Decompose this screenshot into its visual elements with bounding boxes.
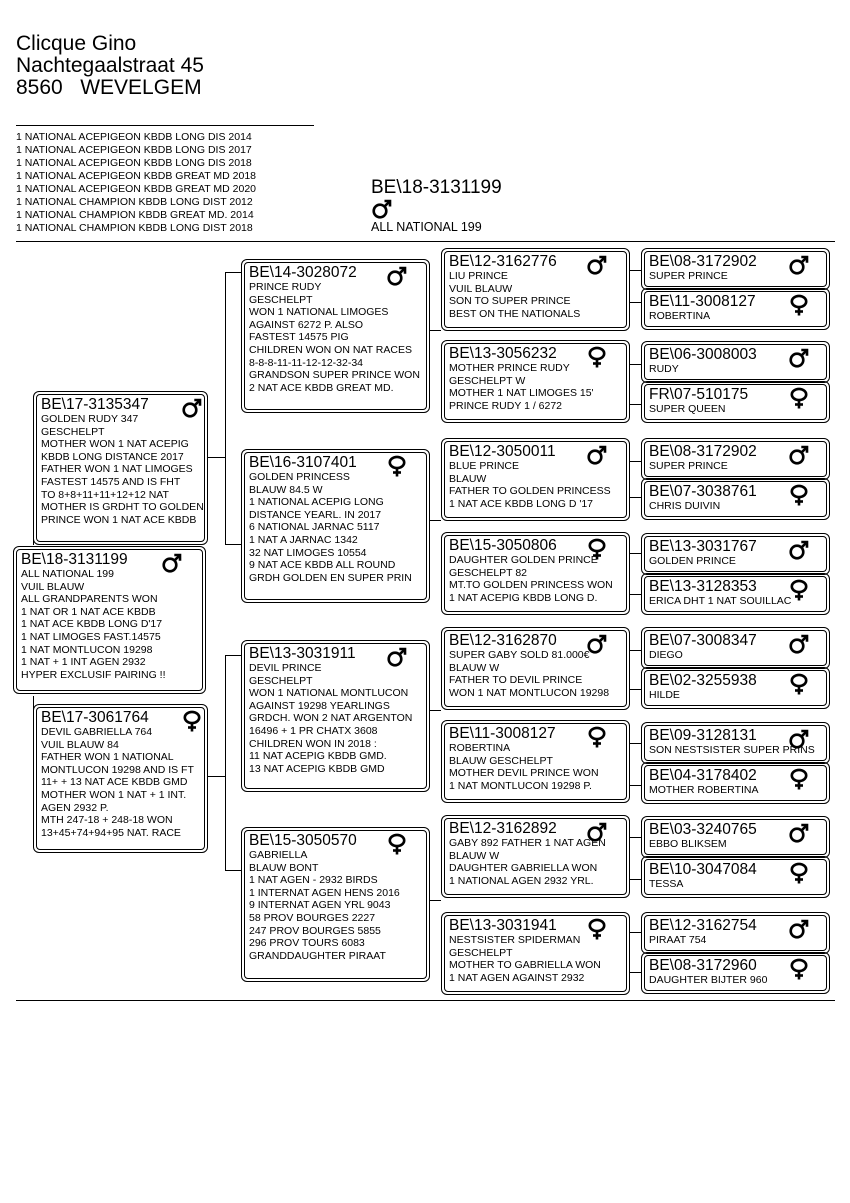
detail-line: MOTHER TO GABRIELLA WON: [449, 959, 601, 972]
male-icon: [788, 821, 810, 845]
pigeon-details: [649, 974, 767, 987]
detail-line: 1 NAT MONTLUCON 19298 P.: [449, 779, 592, 792]
connector-line: [630, 364, 641, 365]
pedigree-box-gen3: [441, 248, 630, 331]
connector-line: [630, 553, 641, 554]
detail-line: 13+45+74+94+95 NAT. RACE: [41, 826, 181, 839]
detail-line: SUPER PRINCE: [649, 460, 728, 472]
ring-number: BE\13-3128353: [649, 578, 757, 595]
pedigree-box-gen4: [641, 912, 830, 954]
detail-line: VUIL BLAUW: [449, 282, 513, 295]
detail-line: SON NESTSISTER SUPER PRINS: [649, 744, 815, 756]
detail-line: GESCHELPT: [249, 293, 313, 306]
header-pigeon-name: ALL NATIONAL 199: [371, 220, 482, 234]
detail-line: GABRIELLA: [249, 849, 308, 861]
pedigree-box-gen3: [441, 912, 630, 995]
detail-line: GESCHELPT: [249, 674, 313, 687]
detail-line: 58 PROV BOURGES 2227: [249, 911, 376, 924]
achievement-item: 1 NATIONAL ACEPIGEON KBDB GREAT MD 2018: [16, 170, 257, 182]
male-icon: [788, 346, 810, 370]
pedigree-box-gen4: [641, 722, 830, 764]
pigeon-details: [41, 726, 194, 839]
detail-line: WON 1 NATIONAL LIMOGES: [249, 306, 389, 319]
detail-line: 9 INTERNAT AGEN YRL 9043: [249, 899, 391, 912]
detail-line: BLAUW 84.5 W: [249, 483, 323, 496]
detail-line: DEVIL GABRIELLA 764: [41, 726, 153, 738]
detail-line: SUPER QUEEN: [649, 403, 726, 415]
detail-line: SUPER GABY SOLD 81.000€: [449, 649, 590, 661]
pedigree-box-gen3: [441, 438, 630, 521]
ring-number: BE\18-3131199: [21, 551, 128, 568]
detail-line: 1 NATIONAL AGEN 2932 YRL.: [449, 874, 594, 887]
detail-line: CHRIS DUIVIN: [649, 500, 721, 512]
detail-line: DAUGHTER GABRIELLA WON: [449, 862, 598, 875]
ring-number: BE\07-3008347: [649, 632, 757, 649]
detail-line: HILDE: [649, 689, 680, 701]
ring-number: BE\08-3172902: [649, 253, 757, 270]
achievement-item: 1 NATIONAL CHAMPION KBDB LONG DIST 2018: [16, 222, 253, 234]
ring-number: BE\12-3050011: [449, 443, 556, 460]
ring-number: BE\04-3178402: [649, 767, 757, 784]
detail-line: BEST ON THE NATIONALS: [449, 307, 581, 320]
pigeon-details: [249, 471, 412, 584]
detail-line: BLAUW GESCHELPT: [449, 754, 553, 767]
detail-line: GRDCH. WON 2 NAT ARGENTON: [249, 712, 413, 725]
detail-line: PRINCE RUDY 1 / 6272: [449, 399, 563, 412]
pigeon-details: [649, 689, 680, 702]
connector-line: [630, 932, 641, 933]
detail-line: DAUGHTER GOLDEN PRINCE: [449, 554, 598, 566]
detail-line: WON 1 NAT MONTLUCON 19298: [449, 686, 610, 699]
achievement-item: 1 NATIONAL CHAMPION KBDB GREAT MD. 2014: [16, 209, 254, 221]
female-icon: [788, 767, 810, 791]
detail-line: ROBERTINA: [649, 310, 711, 322]
detail-line: TESSA: [649, 878, 684, 890]
pedigree-box-gen4: [641, 381, 830, 423]
pedigree-box-gen4: [641, 952, 830, 994]
detail-line: VUIL BLAUW: [21, 580, 85, 593]
pigeon-details: [649, 555, 736, 568]
detail-line: PIRAAT 754: [649, 934, 707, 946]
detail-line: 32 NAT LIMOGES 10554: [249, 546, 367, 559]
pedigree-box-gen4: [641, 478, 830, 520]
detail-line: 2 NAT ACE KBDB GREAT MD.: [249, 381, 394, 394]
pigeon-details: [249, 662, 412, 775]
detail-line: 8-8-8-11-11-12-12-32-34: [249, 356, 364, 369]
pigeon-details: [649, 649, 683, 662]
pigeon-details: [649, 310, 710, 323]
pigeon-details: [649, 744, 815, 757]
detail-line: GOLDEN PRINCESS: [249, 471, 350, 483]
detail-line: AGAINST 6272 P. ALSO: [249, 318, 364, 331]
detail-line: DEVIL PRINCE: [249, 662, 322, 674]
detail-line: GRDH GOLDEN EN SUPER PRIN: [249, 571, 412, 584]
ring-number: BE\17-3061764: [41, 709, 149, 726]
ring-number: BE\14-3028072: [249, 264, 357, 281]
detail-line: 1 NAT OR 1 NAT ACE KBDB: [21, 605, 156, 618]
male-icon: [788, 632, 810, 656]
pedigree-box-gen2: [241, 640, 430, 792]
detail-line: 16496 + 1 PR CHATX 3608: [249, 724, 378, 737]
connector-line: [208, 776, 225, 777]
pedigree-box-gen4: [641, 856, 830, 898]
pigeon-details: [649, 878, 683, 891]
connector-line: [430, 710, 441, 711]
detail-line: TO 8+8+11+11+12+12 NAT: [41, 488, 169, 501]
detail-line: 1 NAT MONTLUCON 19298: [21, 643, 153, 656]
ring-number: BE\13-3031911: [249, 645, 356, 662]
detail-line: FATHER WON 1 NATIONAL: [41, 751, 174, 764]
detail-line: SUPER PRINCE: [649, 270, 728, 282]
pigeon-details: [41, 413, 204, 526]
ring-number: BE\12-3162754: [649, 917, 757, 934]
connector-line: [225, 272, 241, 273]
pigeon-details: [449, 362, 594, 412]
pedigree-box-gen4: [641, 438, 830, 480]
detail-line: 1 NAT ACE KBDB LONG D '17: [449, 497, 594, 510]
detail-line: MOTHER 1 NAT LIMOGES 15': [449, 387, 594, 400]
connector-line: [630, 650, 641, 651]
ring-number: BE\02-3255938: [649, 672, 757, 689]
detail-line: 9 NAT ACE KBDB ALL ROUND: [249, 559, 396, 572]
achievement-item: 1 NATIONAL ACEPIGEON KBDB LONG DIS 2014: [16, 131, 252, 143]
pigeon-details: [649, 363, 679, 376]
pigeon-details: [249, 849, 400, 962]
pigeon-details: [449, 649, 609, 699]
detail-line: MTH 247-18 + 248-18 WON: [41, 814, 173, 827]
pedigree-box-gen3: [441, 627, 630, 710]
detail-line: MOTHER PRINCE RUDY: [449, 362, 570, 374]
connector-line: [430, 330, 441, 331]
female-icon: [788, 957, 810, 981]
female-icon: [788, 861, 810, 885]
detail-line: GABY 892 FATHER 1 NAT AGEN: [449, 837, 606, 849]
detail-line: HYPER EXCLUSIF PAIRING !!: [21, 668, 166, 681]
connector-line: [630, 594, 641, 595]
detail-line: MOTHER DEVIL PRINCE WON: [449, 767, 599, 780]
detail-line: GESCHELPT: [41, 425, 105, 438]
detail-line: GESCHELPT W: [449, 374, 526, 387]
pedigree-box-gen4: [641, 816, 830, 858]
pigeon-details: [249, 281, 420, 394]
connector-line: [630, 689, 641, 690]
detail-line: 6 NATIONAL JARNAC 5117: [249, 521, 380, 534]
pigeon-details: [449, 934, 601, 984]
detail-line: FASTEST 14575 PIG: [249, 331, 349, 344]
detail-line: GOLDEN PRINCE: [649, 555, 736, 567]
connector-line: [225, 655, 241, 656]
connector-line: [630, 270, 641, 271]
pedigree-box-gen4: [641, 248, 830, 290]
detail-line: 247 PROV BOURGES 5855: [249, 924, 381, 937]
detail-line: MOTHER IS GRDHT TO GOLDEN: [41, 501, 204, 514]
pedigree-box-gen4: [641, 667, 830, 709]
pigeon-details: [649, 403, 725, 416]
detail-line: MOTHER ROBERTINA: [649, 784, 759, 796]
detail-line: KBDB LONG DISTANCE 2017: [41, 450, 184, 463]
detail-line: FASTEST 14575 AND IS FHT: [41, 475, 181, 488]
detail-line: 1 NAT ACE KBDB LONG D'17: [21, 618, 163, 631]
pigeon-details: [449, 837, 606, 887]
pigeon-details: [649, 460, 728, 473]
pigeon-details: [649, 838, 727, 851]
ring-number: BE\12-3162870: [449, 632, 557, 649]
pigeon-details: [449, 270, 580, 320]
male-icon: [788, 253, 810, 277]
detail-line: BLAUW W: [449, 849, 500, 862]
detail-line: LIU PRINCE: [449, 270, 508, 282]
detail-line: 1 NAT LIMOGES FAST.14575: [21, 630, 161, 643]
detail-line: DAUGHTER BIJTER 960: [649, 974, 768, 986]
male-icon: [788, 917, 810, 941]
ring-number: BE\12-3162776: [449, 253, 557, 270]
ring-number: FR\07-510175: [649, 386, 749, 403]
detail-line: MOTHER WON 1 NAT + 1 INT.: [41, 788, 187, 801]
pedigree-box-gen4: [641, 627, 830, 669]
detail-line: CHILDREN WON ON NAT RACES: [249, 343, 412, 356]
detail-line: 1 NAT A JARNAC 1342: [249, 533, 358, 546]
detail-line: FATHER TO DEVIL PRINCE: [449, 674, 583, 687]
pedigree-box-gen3: [441, 532, 630, 615]
ring-number: BE\12-3162892: [449, 820, 557, 837]
male-icon: [788, 443, 810, 467]
owner-street: Nachtegaalstraat 45: [16, 54, 204, 77]
pigeon-details: [449, 554, 613, 604]
pedigree-box-father: [33, 391, 208, 545]
female-icon: [788, 386, 810, 410]
pedigree-box-gen2: [241, 827, 430, 982]
detail-line: AGAINST 19298 YEARLINGS: [249, 699, 390, 712]
connector-line: [225, 544, 241, 545]
detail-line: MT.TO GOLDEN PRINCESS WON: [449, 579, 613, 592]
detail-line: BLAUW: [449, 472, 487, 485]
detail-line: BLUE PRINCE: [449, 460, 520, 472]
detail-line: 1 NAT AGEN - 2932 BIRDS: [249, 874, 378, 887]
detail-line: EBBO BLIKSEM: [649, 838, 727, 850]
ring-number: BE\06-3008003: [649, 346, 757, 363]
detail-line: 1 NATIONAL ACEPIG LONG: [249, 496, 384, 509]
pigeon-details: [649, 270, 728, 283]
ring-number: BE\10-3047084: [649, 861, 757, 878]
detail-line: BLAUW BONT: [249, 861, 319, 874]
pigeon-details: [21, 568, 166, 681]
detail-line: ALL NATIONAL 199: [21, 568, 114, 580]
detail-line: ERICA DHT 1 NAT SOUILLAC: [649, 595, 792, 607]
pedigree-box-mother: [33, 704, 208, 853]
connector-line: [225, 776, 226, 870]
detail-line: GRANDDAUGHTER PIRAAT: [249, 949, 386, 962]
pigeon-details: [649, 595, 791, 608]
detail-line: MONTLUCON 19298 AND IS FT: [41, 763, 194, 776]
detail-line: GESCHELPT 82: [449, 566, 528, 579]
pigeon-details: [649, 784, 758, 797]
detail-line: 296 PROV TOURS 6083: [249, 937, 365, 950]
pedigree-box-subject: [13, 546, 206, 694]
pedigree-box-gen3: [441, 720, 630, 803]
connector-line: [430, 520, 441, 521]
detail-line: GRANDSON SUPER PRINCE WON: [249, 369, 420, 382]
connector-line: [225, 272, 226, 458]
pedigree-box-gen3: [441, 815, 630, 898]
pedigree-box-gen4: [641, 341, 830, 383]
detail-line: 1 NAT AGEN AGAINST 2932: [449, 971, 585, 984]
detail-line: DIEGO: [649, 649, 683, 661]
achievement-item: 1 NATIONAL CHAMPION KBDB LONG DIST 2012: [16, 196, 253, 208]
connector-line: [630, 404, 641, 405]
ring-number: BE\11-3008127: [449, 725, 556, 742]
detail-line: DISTANCE YEARL. IN 2017: [249, 508, 382, 521]
detail-line: PRINCE RUDY: [249, 281, 322, 293]
detail-line: 1 NAT + 1 INT AGEN 2932: [21, 656, 146, 669]
pedigree-box-gen3: [441, 340, 630, 423]
detail-line: VUIL BLAUW 84: [41, 738, 119, 751]
connector-line: [630, 743, 641, 744]
detail-line: 11 NAT ACEPIG KBDB GMD.: [249, 750, 387, 763]
detail-line: ALL GRANDPARENTS WON: [21, 593, 158, 606]
detail-line: 1 INTERNAT AGEN HENS 2016: [249, 886, 400, 899]
detail-line: RUDY: [649, 363, 679, 375]
connector-line: [208, 457, 225, 458]
pigeon-details: [449, 742, 599, 792]
connector-line: [225, 870, 241, 871]
connector-line: [630, 785, 641, 786]
ring-number: BE\13-3031767: [649, 538, 757, 555]
detail-line: WON 1 NATIONAL MONTLUCON: [249, 687, 409, 700]
pigeon-details: [649, 500, 720, 513]
header-ring-number: BE\18-3131199: [371, 177, 502, 198]
detail-line: NESTSISTER SPIDERMAN: [449, 934, 581, 946]
owner-name: Clicque Gino: [16, 32, 137, 55]
pedigree-box-gen2: [241, 449, 430, 603]
detail-line: SON TO SUPER PRINCE: [449, 295, 571, 308]
detail-line: 11+ + 13 NAT ACE KBDB GMD: [41, 776, 188, 789]
female-icon: [788, 483, 810, 507]
detail-line: BLAUW W: [449, 661, 500, 674]
connector-line: [225, 655, 226, 776]
connector-line: [630, 837, 641, 838]
male-icon: [788, 538, 810, 562]
ring-number: BE\16-3107401: [249, 454, 357, 471]
achievement-item: 1 NATIONAL ACEPIGEON KBDB GREAT MD 2020: [16, 183, 257, 195]
connector-line: [430, 900, 441, 901]
pigeon-details: [449, 460, 611, 510]
connector-line: [630, 461, 641, 462]
pedigree-box-gen4: [641, 762, 830, 804]
male-icon: [586, 253, 608, 277]
ring-number: BE\13-3031941: [449, 917, 557, 934]
ring-number: BE\08-3172960: [649, 957, 757, 974]
detail-line: GESCHELPT: [449, 946, 513, 959]
female-icon: [788, 672, 810, 696]
ring-number: BE\15-3050806: [449, 537, 557, 554]
connector-line: [630, 879, 641, 880]
ring-number: BE\13-3056232: [449, 345, 557, 362]
pedigree-box-gen4: [641, 288, 830, 330]
pedigree-box-gen4: [641, 573, 830, 615]
detail-line: PRINCE WON 1 NAT ACE KBDB: [41, 513, 197, 526]
detail-line: ROBERTINA: [449, 742, 511, 754]
detail-line: 13 NAT ACEPIG KBDB GMD: [249, 762, 385, 775]
detail-line: FATHER WON 1 NAT LIMOGES: [41, 463, 193, 476]
ring-number: BE\08-3172902: [649, 443, 757, 460]
owner-city: 8560 WEVELGEM: [16, 76, 202, 99]
ring-number: BE\09-3128131: [649, 727, 757, 744]
pedigree-box-gen4: [641, 533, 830, 575]
ring-number: BE\11-3008127: [649, 293, 756, 310]
pigeon-details: [649, 934, 706, 947]
detail-line: 1 NAT ACEPIG KBDB LONG D.: [449, 591, 598, 604]
detail-line: AGEN 2932 P.: [41, 801, 109, 814]
connector-line: [630, 302, 641, 303]
ring-number: BE\03-3240765: [649, 821, 757, 838]
female-icon: [788, 293, 810, 317]
achievement-item: 1 NATIONAL ACEPIGEON KBDB LONG DIS 2017: [16, 144, 252, 156]
ring-number: BE\15-3050570: [249, 832, 357, 849]
detail-line: GOLDEN RUDY 347: [41, 413, 139, 425]
connector-line: [630, 497, 641, 498]
achievement-item: 1 NATIONAL ACEPIGEON KBDB LONG DIS 2018: [16, 157, 252, 169]
detail-line: CHILDREN WON IN 2018 :: [249, 737, 377, 750]
pedigree-box-gen2: [241, 259, 430, 413]
ring-number: BE\07-3038761: [649, 483, 757, 500]
connector-line: [630, 972, 641, 973]
detail-line: FATHER TO GOLDEN PRINCESS: [449, 485, 611, 498]
connector-line: [225, 457, 226, 544]
detail-line: MOTHER WON 1 NAT ACEPIG: [41, 438, 189, 451]
ring-number: BE\17-3135347: [41, 396, 149, 413]
